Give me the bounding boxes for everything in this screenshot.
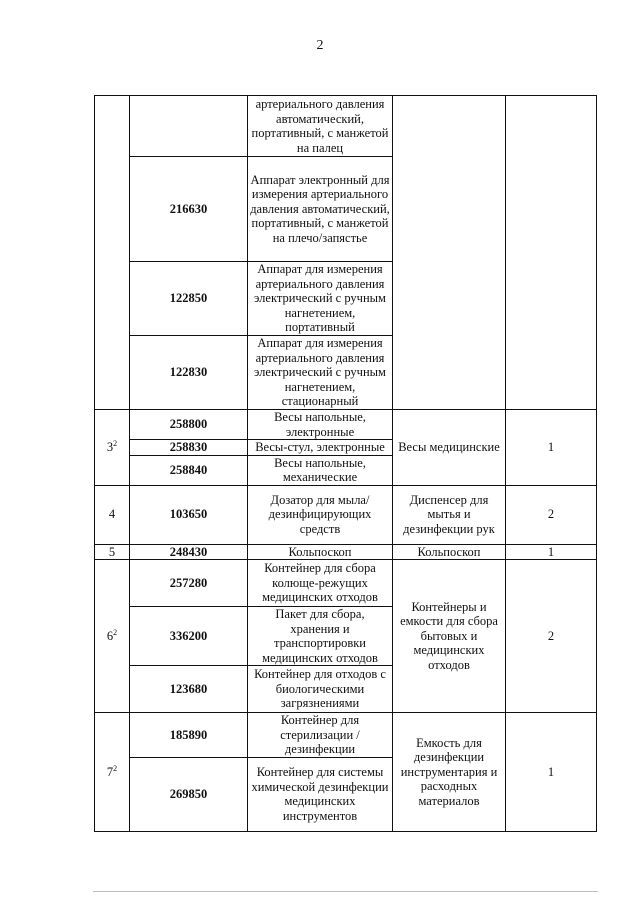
table-row: [95, 713, 597, 758]
name-cell: Дозатор для мыла/ дезинфицирующих средств: [248, 485, 393, 544]
group-cell: Весы медицинские: [393, 410, 506, 486]
row-number: 6: [106, 628, 114, 643]
code-cell: 336200: [130, 607, 248, 666]
name-cell: артериального давления автоматический, портативный, с манжетой на палец: [248, 96, 393, 157]
page-number: 2: [316, 38, 324, 53]
group-cell: Емкость для дезинфекции инструментария и расходных материалов: [393, 713, 506, 832]
quantity-cell: 1: [506, 410, 597, 486]
row-number-cell: [95, 560, 130, 713]
code-cell: 258840: [130, 455, 248, 485]
equipment-table: [94, 95, 597, 832]
code-cell: 185890: [130, 713, 248, 758]
name-cell: Весы-стул, электронные: [248, 440, 393, 456]
page-bottom-rule: [93, 891, 598, 892]
name-cell: Весы напольные, механические: [248, 455, 393, 485]
quantity-cell: 2: [506, 560, 597, 713]
quantity-cell: 2: [506, 485, 597, 544]
code-cell: 122830: [130, 336, 248, 410]
table-row: [95, 410, 597, 440]
row-number-cell: [95, 485, 130, 544]
row-number: 4: [108, 507, 116, 522]
code-cell: 123680: [130, 666, 248, 713]
code-cell: 258830: [130, 440, 248, 456]
name-cell: Аппарат для измерения артериального давления электрический с ручным нагнетением, стационарный: [248, 336, 393, 410]
name-cell: Контейнер для сбора колюще-режущих медицинских отходов: [248, 560, 393, 607]
quantity-cell: 1: [506, 713, 597, 832]
row-number-cell: [95, 713, 130, 832]
group-cell: Диспенсер для мытья и дезинфекции рук: [393, 485, 506, 544]
table-row: [95, 96, 597, 157]
name-cell: Контейнер для системы химической дезинфекции медицинских инструментов: [248, 757, 393, 831]
table-row: [95, 560, 597, 607]
row-number: 5: [108, 544, 116, 559]
quantity-cell: [506, 96, 597, 410]
row-number-superscript: 2: [113, 763, 118, 773]
group-cell: Кольпоскоп: [393, 544, 506, 560]
code-cell: 248430: [130, 544, 248, 560]
code-cell: 257280: [130, 560, 248, 607]
row-number-superscript: 2: [113, 627, 118, 637]
name-cell: Аппарат для измерения артериального давления электрический с ручным нагнетением, портативный: [248, 262, 393, 336]
row-number-superscript: 2: [113, 439, 118, 448]
code-cell: 122850: [130, 262, 248, 336]
code-cell: 269850: [130, 757, 248, 831]
row-number-cell: [95, 410, 130, 486]
name-cell: Контейнер для отходов с биологическими загрязнениями: [248, 666, 393, 713]
name-cell: Весы напольные, электронные: [248, 410, 393, 440]
group-cell: Контейнеры и емкости для сбора бытовых и медицинских отходов: [393, 560, 506, 713]
table-row: [95, 544, 597, 560]
row-number-cell: [95, 544, 130, 560]
name-cell: Контейнер для стерилизации /дезинфекции: [248, 713, 393, 758]
row-number: 7: [106, 764, 114, 779]
table-row: [95, 485, 597, 544]
code-cell: [130, 96, 248, 157]
code-cell: 258800: [130, 410, 248, 440]
group-cell: [393, 96, 506, 410]
row-number: 3: [106, 440, 114, 454]
quantity-cell: 1: [506, 544, 597, 560]
code-cell: 216630: [130, 157, 248, 262]
code-cell: 103650: [130, 485, 248, 544]
row-number-cell: [95, 96, 130, 410]
name-cell: Пакет для сбора, хранения и транспортировки медицинских отходов: [248, 607, 393, 666]
name-cell: Аппарат электронный для измерения артериального давления автоматический, портативный, с манжетой на плечо/запястье: [248, 157, 393, 262]
name-cell: Кольпоскоп: [248, 544, 393, 560]
